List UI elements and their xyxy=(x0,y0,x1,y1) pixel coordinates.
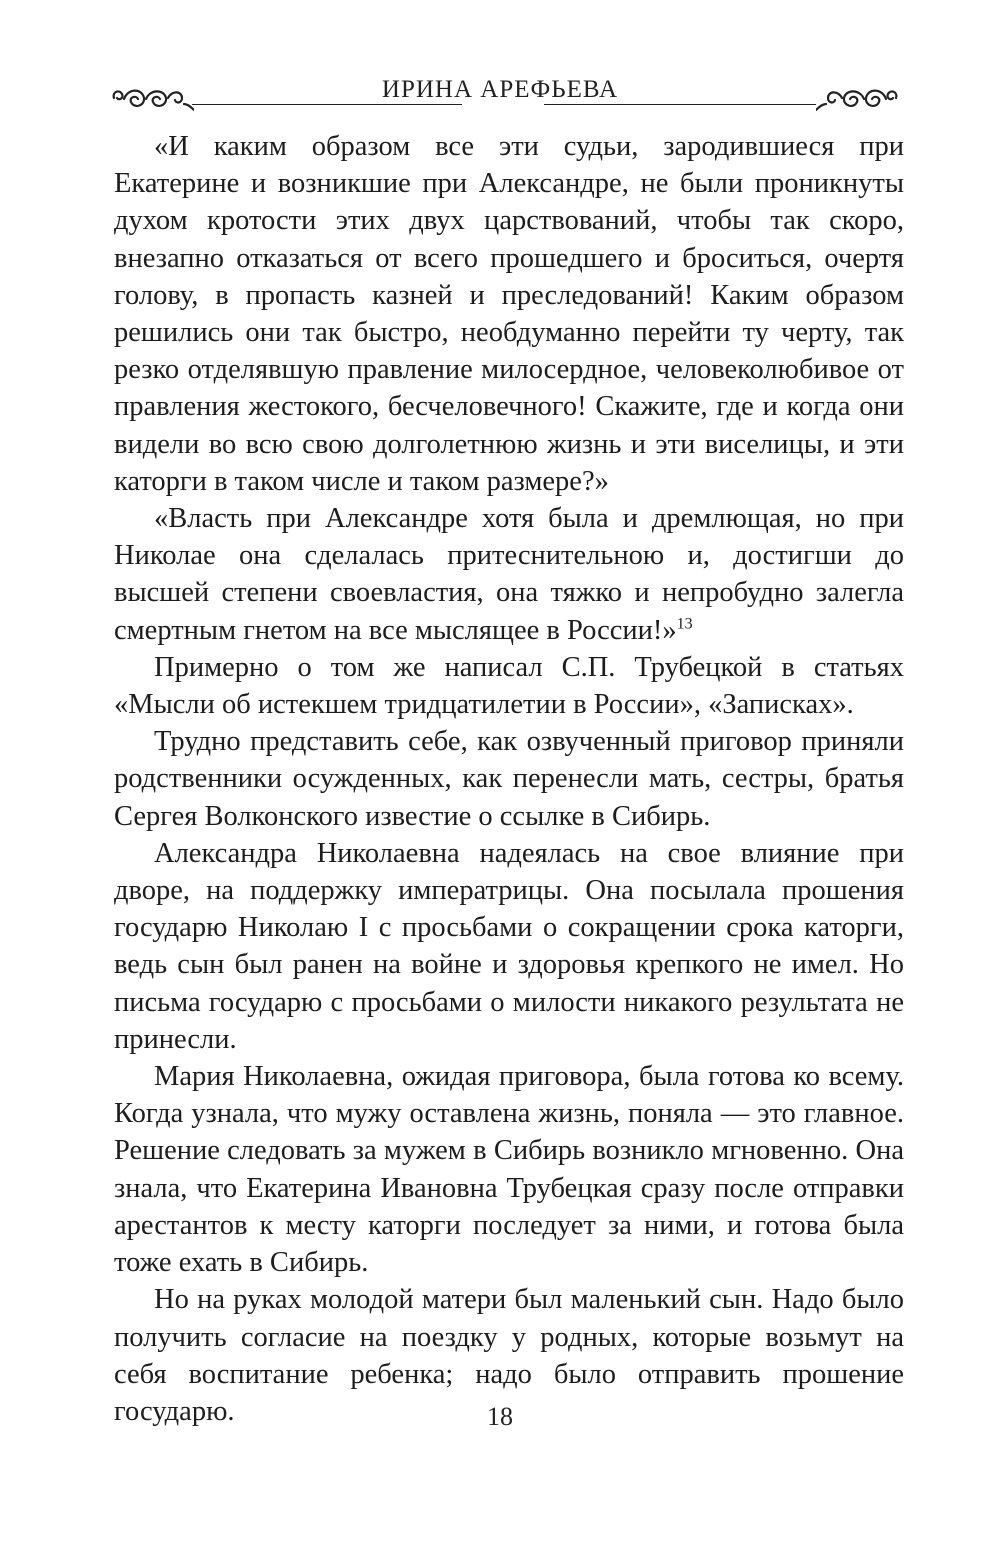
paragraph-6: Мария Николаевна, ожидая приговора, была готова ко всему. Когда узнала, что мужу оставлена жизнь, поняла — это главное. Решение следовать за мужем в Сибирь возникло мгновенно. Она знала, что Екатерина Ивановна Трубецкая сразу после отправки арестантов к месту каторги последует за ними, и готова была тоже ехать в Сибирь. xyxy=(114,1061,904,1279)
running-head-author: ИРИНА АРЕФЬЕВА xyxy=(381,76,619,103)
paragraph-4: Трудно представить себе, как озвученный приговор приняли родственники осужденных, как перенесли мать, сестры, братья Сергея Волконского известие о ссылке в Сибирь. xyxy=(114,726,904,832)
paragraph-3: Примерно о том же написал С.П. Трубецкой в статьях «Мысли об истекшем тридцатилетии в России», «Записках». xyxy=(114,651,904,721)
running-head xyxy=(100,70,900,114)
header-rule-right xyxy=(544,104,816,105)
header-rule-left xyxy=(192,104,462,105)
body-text xyxy=(114,128,904,1430)
paragraph-7: Но на руках молодой матери был маленький сын. Надо было получить согласие на поездку у родных, которые возьмут на себя воспитание ребенка; надо было отправить прошение государю. xyxy=(114,1284,904,1427)
paragraph-1: «И каким образом все эти судьи, зародившиеся при Екатерине и возникшие при Александре, не были проникнуты духом кротости этих двух царствований, чтобы так скоро, внезапно отказаться от всего прошедшего и броситься, очертя голову, в пропасть казней и преследований! Каким образом решились они так быстро, необдуманно перейти ту черту, так резко отделявшую правление милосердное, человеколюбивое от правления жестокого, бесчеловечного! Скажите, где и когда они видели во всю свою долголетнюю жизнь и эти виселицы, и эти каторги в таком числе и таком размере?» xyxy=(114,131,904,497)
scroll-ornament-icon xyxy=(816,84,900,114)
page-number: 18 xyxy=(487,1402,513,1431)
footnote-reference[interactable]: 13 xyxy=(676,615,693,633)
paragraph-5: Александра Николаевна надеялась на свое влияние при дворе, на поддержку императрицы. Она посылала прошения государю Николаю I с просьбами о сокращении срока каторги, ведь сын был ранен на войне и здоровья крепкого не имел. Но письма государю с просьбами о милости никакого результата не принесли. xyxy=(114,837,904,1055)
paragraph-2: «Власть при Александре хотя была и дремлющая, но при Николае она сделалась притеснительною и, достигши до высшей степени своевластия, она тяжко и непробудно залегла смертным гнетом на все мыслящее в России!»$^{13}$ xyxy=(114,503,904,646)
